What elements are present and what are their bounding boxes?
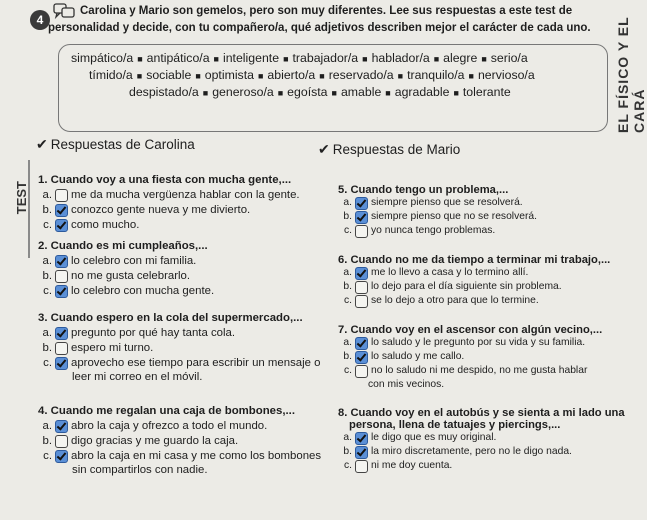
option-letter: a. xyxy=(42,327,52,339)
adjective: generoso/a xyxy=(212,85,274,99)
bullet-separator: ■ xyxy=(453,87,459,98)
checked-checkbox[interactable] xyxy=(355,351,368,364)
answer-option xyxy=(38,450,321,463)
question-1 xyxy=(38,174,300,232)
question-prompt: Cuando voy en el autobús y se sienta a mi lado una xyxy=(350,407,625,419)
adjective: inteligente xyxy=(222,51,280,65)
answer-option xyxy=(338,446,625,459)
option-text: lo dejo para el día siguiente sin problema. xyxy=(371,281,562,292)
answer-option xyxy=(38,219,300,232)
option-text: siempre pienso que no se resolverá. xyxy=(371,211,537,222)
option-letter: c. xyxy=(43,285,52,297)
bullet-separator: ■ xyxy=(195,70,201,81)
checked-checkbox[interactable] xyxy=(55,327,68,340)
option-text: me da mucha vergüenza hablar con la gente. xyxy=(71,189,300,201)
option-letter: b. xyxy=(343,211,352,222)
empty-checkbox[interactable] xyxy=(55,189,68,202)
option-letter: b. xyxy=(343,281,352,292)
bullet-separator: ■ xyxy=(481,53,487,64)
adjective: hablador/a xyxy=(371,51,430,65)
answer-option xyxy=(38,327,320,340)
answer-option xyxy=(38,285,214,298)
empty-checkbox[interactable] xyxy=(355,225,368,238)
answer-option xyxy=(338,432,625,445)
checked-checkbox[interactable] xyxy=(355,432,368,445)
option-letter: a. xyxy=(343,267,352,278)
option-text: espero mi turno. xyxy=(71,342,154,354)
adjective: reservado/a xyxy=(328,68,394,82)
adjective: antipático/a xyxy=(146,51,210,65)
option-text: ni me doy cuenta. xyxy=(371,460,453,471)
checkmark-icon: ✔ xyxy=(318,141,330,157)
checked-checkbox[interactable] xyxy=(55,219,68,232)
option-letter: c. xyxy=(43,219,52,231)
option-letter: a. xyxy=(42,420,52,432)
instructions-line-2: personalidad y decide, con tu compañero/a, qué adjetivos describen mejor el carácter de cada uno. xyxy=(48,22,591,34)
speech-bubbles-icon xyxy=(53,3,75,21)
bullet-separator: ■ xyxy=(319,70,325,81)
option-text: se lo dejo a otro para que lo termine. xyxy=(371,295,539,306)
question-number: 6. xyxy=(338,254,348,266)
option-text: aprovecho ese tiempo para escribir un mensaje o xyxy=(71,357,321,369)
empty-checkbox[interactable] xyxy=(55,270,68,283)
question-4 xyxy=(38,405,321,477)
option-text: lo celebro con mi familia. xyxy=(71,255,197,267)
question-prompt: Cuando voy en el ascensor con algún vecino,... xyxy=(350,324,603,336)
option-text: pregunto por qué hay tanta cola. xyxy=(71,327,236,339)
empty-checkbox[interactable] xyxy=(55,435,68,448)
adjective: abierto/a xyxy=(267,68,316,82)
option-letter: c. xyxy=(43,357,52,369)
bullet-separator: ■ xyxy=(397,70,404,81)
section-label: TEST xyxy=(13,181,29,215)
empty-checkbox[interactable] xyxy=(355,295,368,308)
header-mario: ✔ Respuestas de Mario xyxy=(318,141,461,157)
option-text: como mucho. xyxy=(71,219,140,231)
adjective: trabajador/a xyxy=(292,51,359,65)
bullet-separator: ■ xyxy=(136,70,143,81)
adjective-row-2 xyxy=(89,68,535,82)
answer-option xyxy=(338,295,610,308)
instructions xyxy=(48,3,600,37)
question-number: 1. xyxy=(38,174,48,186)
option-letter: b. xyxy=(42,270,52,282)
question-text xyxy=(338,324,602,336)
answer-option xyxy=(338,281,610,294)
answer-option xyxy=(338,337,602,350)
checked-checkbox[interactable] xyxy=(355,267,368,280)
adjective: tímido/a xyxy=(89,68,133,82)
adjective: sociable xyxy=(146,68,192,82)
question-text xyxy=(38,405,321,418)
bullet-separator: ■ xyxy=(433,53,440,64)
question-6 xyxy=(338,254,610,308)
option-text: lo saludo y me callo. xyxy=(371,351,465,362)
option-letter: b. xyxy=(42,342,52,354)
adjective-row-1 xyxy=(71,51,528,65)
adjective: egoísta xyxy=(287,85,328,99)
question-text xyxy=(338,407,625,419)
option-text-continued: leer mi correo en el móvil. xyxy=(72,371,203,383)
option-letter: b. xyxy=(42,204,52,216)
bullet-separator: ■ xyxy=(283,53,289,64)
instructions-line-1: Carolina y Mario son gemelos, pero son muy diferentes. Lee sus respuestas a este test de xyxy=(80,5,573,17)
answer-option xyxy=(338,211,537,224)
option-text: digo gracias y me guardo la caja. xyxy=(71,435,239,447)
question-number: 2. xyxy=(38,240,48,252)
checkmark-icon: ✔ xyxy=(36,136,48,152)
answer-option xyxy=(38,342,320,355)
option-letter: c. xyxy=(343,365,352,376)
bullet-separator: ■ xyxy=(202,87,209,98)
checked-checkbox[interactable] xyxy=(55,357,68,370)
question-5 xyxy=(338,184,537,238)
adjective-bank xyxy=(58,44,608,132)
option-text: yo nunca tengo problemas. xyxy=(371,225,496,236)
checked-checkbox[interactable] xyxy=(355,211,368,224)
question-number: 7. xyxy=(338,324,348,336)
answer-option xyxy=(38,189,300,202)
answer-option xyxy=(338,197,537,210)
question-prompt: Cuando espero en la cola del supermercado,... xyxy=(50,312,303,324)
adjective-row-3 xyxy=(129,85,511,99)
option-text-continued: con mis vecinos. xyxy=(368,379,445,390)
bullet-separator: ■ xyxy=(257,70,264,81)
question-number: 5. xyxy=(338,184,348,196)
bullet-separator: ■ xyxy=(362,53,368,64)
question-number: 3. xyxy=(38,312,48,324)
answer-option xyxy=(38,270,214,283)
option-text: siempre pienso que se resolverá. xyxy=(371,197,523,208)
bullet-separator: ■ xyxy=(277,87,284,98)
option-letter: a. xyxy=(42,189,52,201)
question-prompt: Cuando me regalan una caja de bombones,... xyxy=(50,405,295,417)
option-text: conozco gente nueva y me divierto. xyxy=(71,204,251,216)
checked-checkbox[interactable] xyxy=(55,285,68,298)
option-text: le digo que es muy original. xyxy=(371,432,497,443)
checked-checkbox[interactable] xyxy=(55,255,68,268)
option-letter: b. xyxy=(343,446,352,457)
checked-checkbox[interactable] xyxy=(355,446,368,459)
answer-option xyxy=(38,420,321,433)
answer-option xyxy=(338,225,537,238)
question-text xyxy=(38,240,214,253)
option-letter: c. xyxy=(343,460,352,471)
adjective: despistado/a xyxy=(129,85,199,99)
empty-checkbox[interactable] xyxy=(355,365,368,378)
question-prompt: Cuando es mi cumpleaños,... xyxy=(50,240,208,252)
checked-checkbox[interactable] xyxy=(55,450,68,463)
option-letter: c. xyxy=(43,450,52,462)
question-prompt: Cuando tengo un problema,... xyxy=(350,184,509,196)
answer-option xyxy=(338,351,602,364)
header-carolina: ✔ Respuestas de Carolina xyxy=(36,136,195,152)
bullet-separator: ■ xyxy=(385,87,391,98)
question-prompt: Cuando voy a una fiesta con mucha gente,... xyxy=(50,174,292,186)
option-letter: b. xyxy=(42,435,52,447)
adjective: simpático/a xyxy=(71,51,134,65)
bullet-separator: ■ xyxy=(331,87,337,98)
empty-checkbox[interactable] xyxy=(355,460,368,473)
answer-option xyxy=(38,255,214,268)
question-text xyxy=(338,184,537,196)
adjective: optimista xyxy=(204,68,254,82)
question-2 xyxy=(38,240,214,298)
option-letter: a. xyxy=(343,197,352,208)
answer-option xyxy=(38,435,321,448)
question-prompt-continued: persona, llena de tatuajes y piercings,... xyxy=(349,419,561,431)
option-text: no lo saludo ni me despido, no me gusta hablar xyxy=(371,365,588,376)
option-text: abro la caja y ofrezco a todo el mundo. xyxy=(71,420,268,432)
bullet-separator: ■ xyxy=(468,70,474,81)
answer-option xyxy=(38,357,320,370)
answer-option xyxy=(38,204,300,217)
bullet-separator: ■ xyxy=(137,53,143,64)
option-text-continued: sin compartirlos con nadie. xyxy=(72,464,208,476)
adjective: agradable xyxy=(394,85,450,99)
empty-checkbox[interactable] xyxy=(55,342,68,355)
option-letter: c. xyxy=(343,295,352,306)
bullet-separator: ■ xyxy=(213,53,219,64)
question-text xyxy=(38,174,300,187)
option-text: no me gusta celebrarlo. xyxy=(71,270,191,282)
checked-checkbox[interactable] xyxy=(355,197,368,210)
adjective: amable xyxy=(340,85,382,99)
option-letter: a. xyxy=(343,337,352,348)
checked-checkbox[interactable] xyxy=(355,337,368,350)
checked-checkbox[interactable] xyxy=(55,420,68,433)
answer-option xyxy=(338,365,602,378)
checked-checkbox[interactable] xyxy=(55,204,68,217)
option-text: me lo llevo a casa y lo termino allí. xyxy=(371,267,529,278)
adjective: nervioso/a xyxy=(477,68,535,82)
chapter-title: EL FÍSICO Y EL CARÁ xyxy=(615,16,647,133)
option-letter: b. xyxy=(343,351,352,362)
option-text: lo celebro con mucha gente. xyxy=(71,285,215,297)
question-text xyxy=(338,254,610,266)
adjective: alegre xyxy=(443,51,478,65)
option-text: la miro discretamente, pero no le digo nada. xyxy=(371,446,572,457)
empty-checkbox[interactable] xyxy=(355,281,368,294)
option-letter: c. xyxy=(343,225,352,236)
question-3 xyxy=(38,312,320,384)
question-7 xyxy=(338,324,602,391)
option-letter: a. xyxy=(42,255,52,267)
question-prompt: Cuando no me da tiempo a terminar mi trabajo,... xyxy=(350,254,611,266)
answer-option xyxy=(338,267,610,280)
question-number: 4. xyxy=(38,405,48,417)
question-text xyxy=(38,312,320,325)
adjective: tranquilo/a xyxy=(407,68,465,82)
exercise-number: 4 xyxy=(30,10,50,30)
question-number: 8. xyxy=(338,407,348,419)
adjective: tolerante xyxy=(462,85,511,99)
question-8 xyxy=(338,407,625,473)
adjective: serio/a xyxy=(490,51,528,65)
option-text: lo saludo y le pregunto por su vida y su familia. xyxy=(371,337,586,348)
option-text: abro la caja en mi casa y me como los bombones xyxy=(71,450,322,462)
answer-option xyxy=(338,460,625,473)
option-letter: a. xyxy=(343,432,352,443)
